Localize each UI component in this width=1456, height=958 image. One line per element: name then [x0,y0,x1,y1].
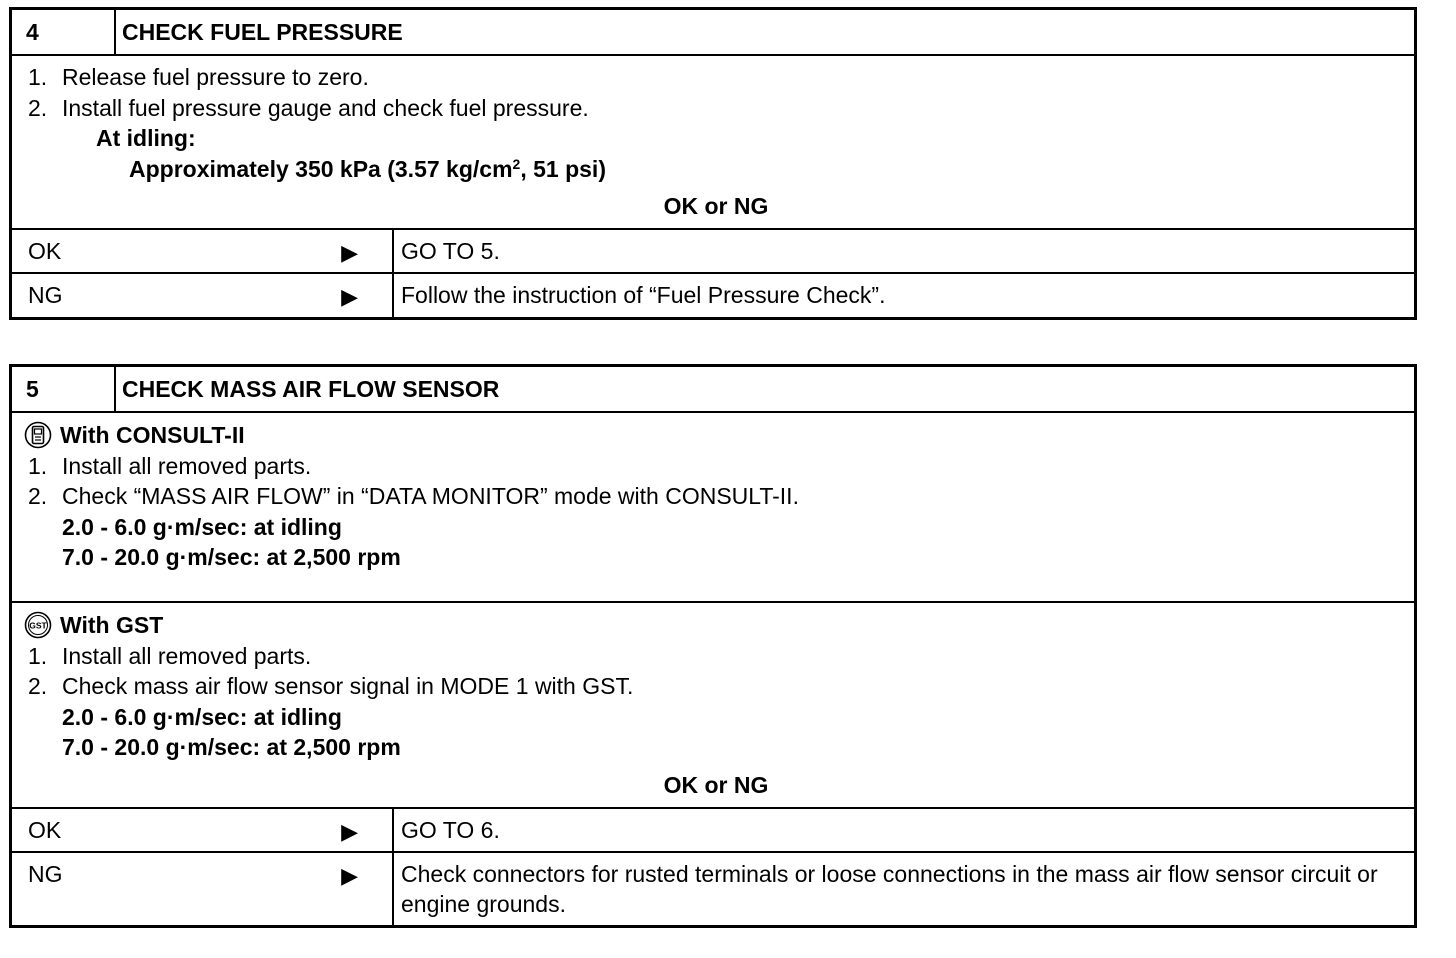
step-title: CHECK FUEL PRESSURE [122,18,403,45]
step-title: CHECK MASS AIR FLOW SENSOR [122,375,500,402]
consult-icon [24,421,52,449]
step-index: 2. [28,94,48,121]
spec-value-part: Approximately 350 kPa (3.57 kg/cm [129,155,513,182]
spec-value [28,154,1414,185]
result-label: OK [28,238,62,264]
instruction-step [28,93,1414,124]
instruction-step [28,641,1414,672]
step-text: Install fuel pressure gauge and check fuel pressure. [62,94,589,121]
spec-label: At idling: [96,125,196,151]
step-4-panel [9,7,1417,320]
result-action: GO TO 6. [401,816,500,843]
step-text: Install all removed parts. [62,452,312,479]
step-5-panel [9,364,1417,928]
gst-heading [28,610,1414,641]
step-index: 2. [28,483,48,509]
step-text: Install all removed parts. [62,642,312,669]
step-5-header [12,367,1414,413]
result-row-ng [12,851,1414,925]
step-text: Check “MASS AIR FLOW” in “DATA MONITOR” mode with CONSULT-II. [62,483,799,509]
instruction-step [28,451,1414,482]
step-index: 1. [28,64,48,90]
arrow-right-icon: ▶ [341,284,358,309]
instruction-step [28,671,1414,702]
result-label: NG [28,282,63,308]
result-action: GO TO 5. [401,238,500,264]
result-row-ng [12,272,1414,317]
step-number: 5 [12,367,116,411]
result-action: Follow the instruction of “Fuel Pressure Check”. [401,282,886,308]
step-4-header [12,10,1414,56]
spec-value: 2.0 - 6.0 g·m/sec: at idling [62,513,342,540]
result-row-ok [12,228,1414,272]
step-index: 1. [28,452,48,479]
arrow-right-icon: ▶ [341,240,358,265]
gst-section [12,603,1414,763]
step-text: Check mass air flow sensor signal in MODE 1 with GST. [62,673,634,699]
step-text: Release fuel pressure to zero. [62,64,369,90]
arrow-right-icon: ▶ [341,862,358,888]
spec-value-part: , 51 psi) [520,155,606,182]
consult-heading-text: With CONSULT-II [60,422,245,448]
ok-or-ng-label: OK or NG [663,771,769,798]
result-label-cell [12,230,394,272]
step-index: 2. [28,673,48,699]
step-4-body [12,56,1414,184]
step-number: 4 [12,10,116,54]
arrow-right-icon: ▶ [341,818,358,844]
instruction-step [28,481,1414,512]
instruction-step [28,62,1414,93]
step-index: 1. [28,642,48,669]
spec-value: 7.0 - 20.0 g·m/sec: at 2,500 rpm [62,544,401,570]
result-row-ok [12,807,1414,851]
result-label-cell [12,853,394,925]
result-label-cell [12,274,394,317]
gst-icon [24,611,52,639]
spec-value: 7.0 - 20.0 g·m/sec: at 2,500 rpm [62,734,401,760]
consult-section [12,413,1414,601]
result-label: NG [28,860,63,887]
result-action: Check connectors for rusted terminals or loose connections in the mass air flow sensor circuit or engine grounds. [401,860,1378,917]
gst-heading-text: With GST [60,612,164,638]
spec-value: 2.0 - 6.0 g·m/sec: at idling [62,703,342,730]
ok-or-ng-label: OK or NG [663,193,769,219]
consult-heading [28,420,1414,451]
svg-text:GST: GST [29,620,47,631]
result-label-cell [12,809,394,851]
spec-value-superscript: 2 [512,155,521,172]
result-label: OK [28,816,62,843]
